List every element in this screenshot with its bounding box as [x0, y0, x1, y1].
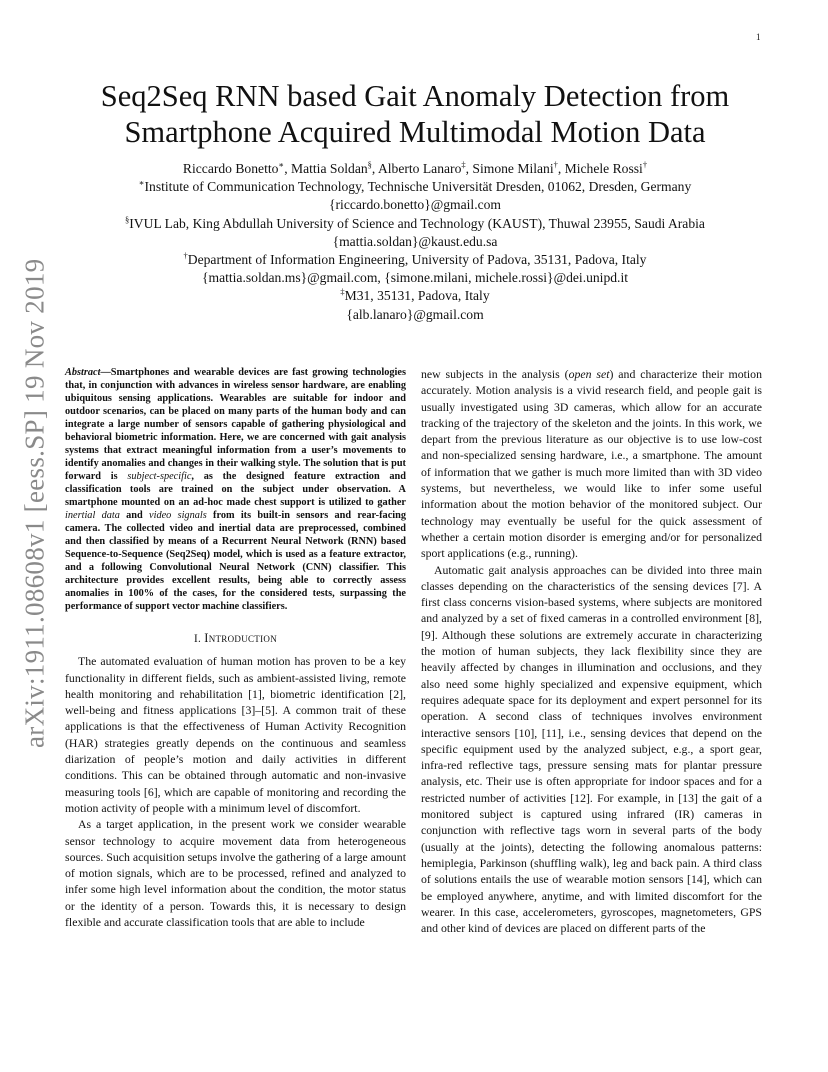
affiliation-1: [60, 178, 770, 196]
page-number: 1: [756, 32, 761, 42]
intro-paragraph-2: As a target application, in the present work we consider wearable sensor technology to acquire movement data from heterogeneous sources. Such acquisition setups involve the gathering of a large amount of motion signals, which are to be processed, refined and analyzed to infer some high level information about the condition, the motor status or the identity of a person. Towards this, it is necessary to design flexible and accurate classification tools that are able to include: [65, 817, 406, 930]
affiliation-4: [60, 287, 770, 305]
abstract-emphasis: inertial data: [65, 510, 120, 522]
arxiv-identifier-stamp: arXiv:1911.08608v1 [eess.SP] 19 Nov 2019: [19, 258, 50, 748]
paper-title: [50, 78, 780, 150]
author-mark: ∗: [278, 159, 285, 170]
section-title: Introduction: [204, 631, 277, 646]
author-name: , Simone Milani: [465, 161, 554, 176]
author-mark: †: [642, 159, 648, 170]
author-name: , Mattia Soldan: [284, 161, 368, 176]
author-block: [60, 160, 770, 324]
affiliation-1-email: {riccardo.bonetto}@gmail.com: [328, 197, 502, 213]
affiliation-2: [60, 215, 770, 233]
affiliation-3-email: {mattia.soldan.ms}@gmail.com, {simone.milani, michele.rossi}@dei.unipd.it: [201, 270, 629, 286]
title-line-2: Smartphone Acquired Multimodal Motion Data: [124, 115, 706, 149]
abstract-label: Abstract: [65, 367, 101, 378]
affiliation-2-email: {mattia.soldan}@kaust.edu.sa: [332, 233, 498, 249]
right-column: [421, 366, 762, 936]
affiliation-mark: §: [125, 214, 130, 225]
author-mark: †: [553, 159, 558, 170]
abstract-emphasis: subject-specific: [127, 471, 192, 483]
abstract-text: and: [119, 510, 150, 522]
author-name: , Alberto Lanaro: [371, 161, 462, 176]
author-mark: ‡: [461, 159, 466, 170]
affiliation-text: Institute of Communication Technology, Technische Universität Dresden, 01062, Dresden, Germany: [144, 179, 692, 195]
author-name: Riccardo Bonetto: [182, 161, 279, 176]
abstract-text: from its built-in sensors and rear-facing camera. The collected video and inertial data are preprocessed, combined and then classified by means of a Recurrent Neural Network (RNN) based Sequence-to-Sequence (Seq2Seq) model, which is used as a feature extractor, and a following Convolutional Neural Network (CNN) classifier. This architecture provides excellent results, being able to correctly assess anomalies in 100% of the cases, for the considered tests, surpassing the performance of support vector machine classifiers.: [65, 510, 406, 613]
affiliation-mark: ∗: [138, 177, 145, 188]
section-number: I.: [194, 633, 205, 646]
paragraph-emphasis: open set: [568, 367, 610, 381]
intro-paragraph-1: The automated evaluation of human motion has proven to be a key functionality in different fields, such as ambient-assisted living, remote health monitoring and rehabilitation [1], biometric identification [2], well-being and fitness applications [3]–[5]. A common trait of these applications is that the effectiveness of Human Activity Recognition (HAR) strategies greatly depends on the continuous and seamless diarization of people’s motion and daily activities in different conditions. This can be obtained through automatic and non-invasive measuring tools [6], which are capable of monitoring and recording the motion activity of people with a minimum level of discomfort.: [65, 654, 406, 815]
right-paragraph-2: Automatic gait analysis approaches can be divided into three main classes depending on the characteristics of the sensing devices [7]. A first class concerns vision-based systems, where subjects are monitored and analyzed by a set of fixed cameras in a controlled environment [8], [9]. Although these solutions are extremely accurate in characterizing the motion of human subjects, they lack flexibility since they are heavily affected by changes in illumination and occlusions, and they also need some highly specialized and expensive equipment, which requires adequate space for its deployment and expert personnel for its operation. A second class of techniques involves environment interactive sensors [10], [11], i.e., sensing devices that depend on the specific equipment used by the analyzed subject, e.g., a sport gear, infra-red reflective tags, pressure sensing mats for plantar pressure analysis, etc. Their use is often appropriate for indoor spaces and for a restricted number of activities [12]. For example, in [13] the gait of a monitored subject is captured using infrared (IR) cameras in conjunction with reflective tags worn in several parts of the body (usually at the joints), detecting the following anomalous patterns: hemiplegia, Parkinson (shuffling walk), leg and back pain. A third class of solutions entails the use of wearable motion sensors [14], which can be employed anywhere, anytime, and with limited discomfort for the wearer. In this case, accelerometers, gyroscopes, magnetometers, GPS and other kind of devices are placed on different parts of the: [421, 562, 762, 936]
abstract-text: , as the designed feature extraction and classification tools are trained on the subject under observation. A smartphone mounted on an ad-hoc made chest support is utilized to gather: [65, 471, 407, 509]
author-name: , Michele Rossi: [557, 161, 643, 176]
author-mark: §: [367, 159, 372, 170]
abstract-text: —Smartphones and wearable devices are fast growing technologies that, in conjunction with advances in wireless sensor hardware, are enabling ubiquitous sensing applications. Wearables are suitable for indoor and outdoor scenarios, can be placed on many parts of the human body and can integrate a large number of sensors capable of gathering physiological and behavioral biometric information. Here, we are concerned with gait analysis systems that extract meaningful information from a user’s movements to identify anomalies and changes in their walking style. The solution that is put forward is: [65, 367, 406, 483]
paragraph-text: new subjects in the analysis (: [421, 367, 569, 381]
left-column: [65, 366, 406, 930]
affiliation-mark: ‡: [340, 286, 345, 297]
affiliation-text: M31, 35131, Padova, Italy: [344, 288, 490, 304]
title-line-1: Seq2Seq RNN based Gait Anomaly Detection from: [100, 79, 730, 113]
affiliation-text: Department of Information Engineering, University of Padova, 35131, Padova, Italy: [187, 252, 647, 268]
affiliation-mark: †: [183, 250, 188, 261]
affiliation-text: IVUL Lab, King Abdullah University of Science and Technology (KAUST), Thuwal 23955, Saudi Arabia: [129, 215, 705, 231]
section-heading-introduction: [65, 631, 406, 646]
abstract-emphasis: video signals: [149, 510, 207, 522]
affiliation-3: [60, 251, 770, 269]
affiliation-4-email: {alb.lanaro}@gmail.com: [346, 306, 484, 322]
abstract: [65, 366, 406, 613]
author-list: [60, 160, 770, 178]
paragraph-text: ) and characterize their motion accurately. Motion analysis is a vivid research field, and people gait is usually investigated using 3D cameras, which allow for an accurate tracking of the trajectory of the skeleton and the joints. In this work, we depart from the previous literature as our objective is to use low-cost and non-specialized sensing hardware, i.e., a smartphone. The amount of information that we gather is much more limited than with 3D video systems, but nevertheless, we would like to infer some useful information about the motion behavior of the monitored subject. Our technology may eventually be useful for the quick assessment of whether a certain motion disorder is emerging and/or for personalized sport applications (e.g., running).: [421, 367, 762, 561]
right-paragraph-1: [421, 366, 762, 562]
